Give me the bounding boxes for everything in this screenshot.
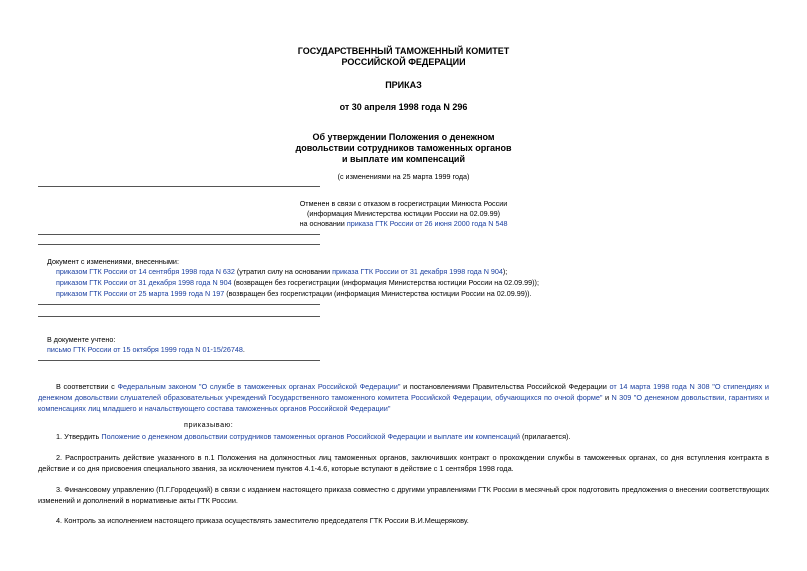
letter-gtk-link[interactable]: письмо ГТК России от 15 октября 1999 года N 01-15/26748 — [47, 345, 243, 354]
org-name-line1: ГОСУДАРСТВЕННЫЙ ТАМОЖЕННЫЙ КОМИТЕТ — [297, 46, 510, 56]
intro-paragraph — [38, 381, 769, 414]
considered-heading: В документе учтено: — [47, 335, 116, 344]
change-order-197-link[interactable]: приказом ГТК России от 25 марта 1999 года N 197 — [56, 289, 225, 298]
paragraph-1 — [38, 431, 769, 442]
doc-type: ПРИКАЗ — [385, 80, 422, 90]
change-order-632-link[interactable]: приказом ГТК России от 14 сентября 1998 года N 632 — [56, 267, 235, 276]
doc-title-line2: довольствии сотрудников таможенных органов — [295, 143, 512, 153]
cancel-line2: (информация Министерства юстиции России на 02.09.99) — [306, 209, 501, 218]
federal-law-link[interactable]: Федеральным законом "О службе в таможенных органах Российской Федерации" — [117, 382, 401, 391]
changes-item-3 — [56, 289, 532, 299]
paragraph-3: 3. Финансовому управлению (П.Г.Городецкий) в связи с изданием настоящего приказа совместно с другими управлениями ГТК России в месячный срок подготовить предложения о внесении соответствующих изменений и дополнений в нормативные акты ГТК России. — [38, 485, 769, 505]
cancel-line1: Отменен в связи с отказом в госрегистрации Минюста России — [299, 199, 508, 208]
cancel-order-link[interactable]: приказа ГТК России от 26 июня 2000 года N 548 — [346, 219, 508, 228]
regulation-link[interactable]: Положение о денежном довольствии сотрудников таможенных органов Российской Федерации и выплате им компенсаций — [101, 432, 520, 441]
cancel-line3 — [0, 219, 807, 229]
doc-date-number: от 30 апреля 1998 года N 296 — [339, 102, 468, 112]
changes-item-1 — [56, 267, 507, 277]
changes-heading: Документ с изменениями, внесенными: — [47, 257, 179, 266]
intro-text-3: и — [602, 393, 612, 402]
paragraph-4: 4. Контроль за исполнением настоящего приказа осуществлять заместителю председателя ГТК России В.И.Мещерякову. — [56, 516, 469, 525]
resolution-308-link[interactable]: от 14 марта 1998 года N 308 "О стипендиях и денежном довольствии слушателей образовательных учреждений Государственного таможенного комитета Российской Федерации, обучающихся по очной форме" — [38, 382, 770, 402]
order-word: приказываю: — [184, 420, 234, 429]
changes-item-1-mid: (утратил силу на основании — [234, 267, 333, 276]
p1-text-b: (прилагается). — [519, 432, 571, 441]
changes-item-1-end: ); — [502, 267, 508, 276]
org-name-line2: РОССИЙСКОЙ ФЕДЕРАЦИИ — [341, 57, 466, 67]
divider — [38, 360, 320, 361]
divider — [38, 186, 320, 187]
change-order-904b-link[interactable]: приказом ГТК России от 31 декабря 1998 года N 904 — [56, 278, 232, 287]
divider — [38, 234, 320, 235]
doc-title-line1: Об утверждении Положения о денежном — [312, 132, 495, 142]
paragraph-2: 2. Распространить действие указанного в п.1 Положения на должностных лиц таможенных органов, заключивших контракт о прохождении службы в таможенных органах, со дня вступления контракта в действие и со дня присвоения специального звания, за исключением пунктов 4.1-4.6, которые вступают в действие с 1 сентября 1998 года. — [38, 453, 769, 473]
change-order-904-link[interactable]: приказа ГТК России от 31 декабря 1998 года N 904 — [332, 267, 503, 276]
changes-item-2 — [56, 278, 539, 288]
cancel-line3-prefix: на основании — [299, 219, 347, 228]
changes-item-2-end: (возвращен без госрегистрации (информация Министерства юстиции России на 02.09.99)); — [231, 278, 539, 287]
divider — [38, 244, 320, 245]
changes-item-3-end: (возвращен без госрегистрации (информация Министерства юстиции России на 02.09.99)). — [224, 289, 532, 298]
doc-title-line3: и выплате им компенсаций — [341, 154, 466, 164]
intro-text-2: и постановлениями Правительства Российской Федерации — [400, 382, 610, 391]
considered-end: . — [242, 345, 245, 354]
intro-text-1: В соответствии с — [56, 382, 118, 391]
resolution-309-link[interactable]: N 309 "О денежном довольствии, гарантиях и компенсациях лиц младшего и начальствующего состава таможенных органов Российской Федерации" — [38, 393, 769, 413]
considered-item — [47, 345, 245, 355]
divider — [38, 304, 320, 305]
divider — [38, 316, 320, 317]
amendment-note: (с изменениями на 25 марта 1999 года) — [337, 172, 470, 181]
p1-text-a: 1. Утвердить — [56, 432, 102, 441]
